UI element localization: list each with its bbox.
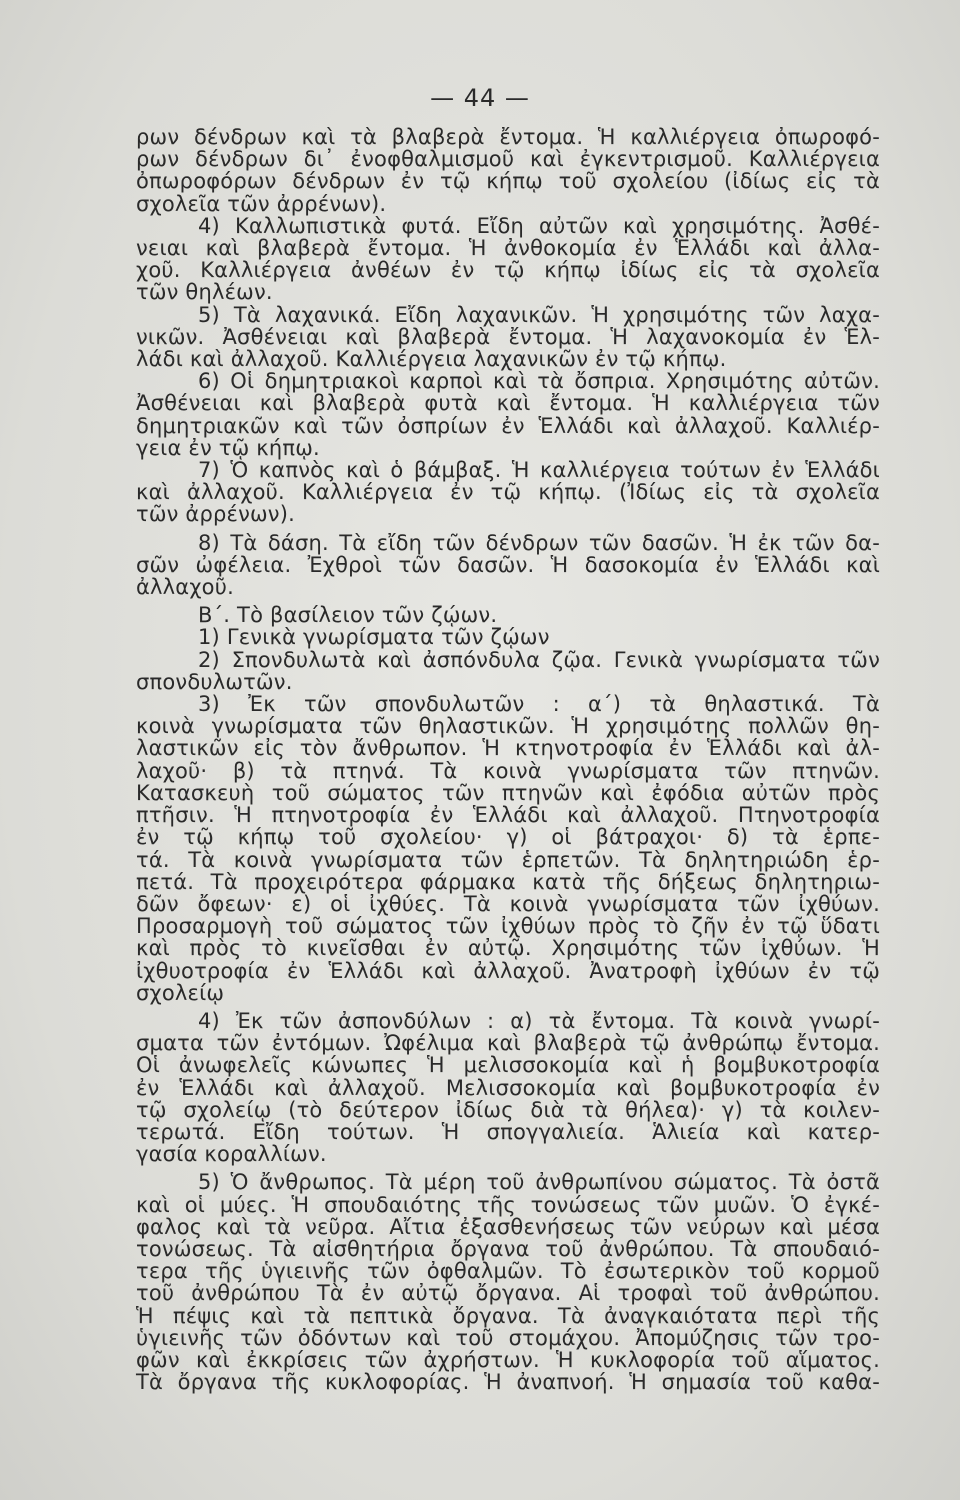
text-line: 4) Ἐκ τῶν ἀσπονδύλων : α) τὰ ἔντομα. Τὰ κοινὰ γνωρί- [198,1008,880,1033]
text-line: σχολείῳ [136,980,225,1005]
text-line: ἐν τῷ κήπῳ τοῦ σχολείου· γ) οἱ βάτραχοι· δ) τὰ ἑρπε- [136,825,880,850]
text-line: 8) Τὰ δάση. Τὰ εἴδη τῶν δένδρων τῶν δασῶν. Ἡ ἐκ τῶν δα- [198,530,880,555]
text-line: 2) Σπονδυλωτὰ καὶ ἀσπόνδυλα ζῷα. Γενικὰ γνωρίσματα τῶν [198,647,880,672]
text-line: Κατασκευὴ τοῦ σώματος τῶν πτηνῶν καὶ ἐφόδια αὐτῶν πρὸς [136,780,880,805]
text-line: χοῦ. Καλλιέργεια ἀνθέων ἐν τῷ κήπῳ ἰδίως εἰς τὰ σχολεῖα [136,258,880,283]
text-line: ἐν Ἑλλάδι καὶ ἀλλαχοῦ. Μελισσοκομία καὶ βομβυκοτροφία ἐν [136,1075,880,1100]
text-line: σπονδυλωτῶν. [136,669,293,694]
text-line: ρων δένδρων καὶ τὰ βλαβερὰ ἔντομα. Ἡ καλλιέργεια ὀπωροφό- [136,125,880,149]
text-line: τῷ σχολείῳ (τὸ δεύτερον ἰδίως διὰ τὰ θήλεα)· γ) τὰ κοιλεν- [136,1097,880,1122]
text-line: δημητριακῶν καὶ τῶν ὀσπρίων ἐν Ἑλλάδι καὶ ἀλλαχοῦ. Καλλιέρ- [136,413,880,438]
text-line: ὀπωροφόρων δένδρων ἐν τῷ κήπῳ τοῦ σχολείου (ἰδίως εἰς τὰ [136,169,880,194]
text-line: 5) Ὁ ἄνθρωπος. Τὰ μέρη τοῦ ἀνθρωπίνου σώματος. Τὰ ὀστᾶ [198,1170,880,1195]
text-line: νειαι καὶ βλαβερὰ ἔντομα. Ἡ ἀνθοκομία ἐν Ἑλλάδι καὶ ἀλλα- [136,236,880,261]
text-line: τερωτά. Εἴδη τούτων. Ἡ σπογγαλιεία. Ἁλιεία καὶ κατερ- [136,1119,880,1144]
text-line: Β΄. Τὸ βασίλειον τῶν ζῴων. [198,603,498,628]
text-line: νικῶν. Ἀσθένειαι καὶ βλαβερὰ ἔντομα. Ἡ λαχανοκομία ἐν Ἑλ- [136,324,880,349]
text-line: καὶ ἀλλαχοῦ. Καλλιέργεια ἐν τῷ κήπῳ. (Ἰδίως εἰς τὰ σχολεῖα [136,480,880,505]
text-line: ὑγιεινῆς τῶν ὀδόντων καὶ τοῦ στομάχου. Ἀπομύζησις τῶν τρο- [136,1325,880,1350]
text-line: 3) Ἐκ τῶν σπονδυλωτῶν : α΄) τὰ θηλαστικά. Τὰ [198,692,880,717]
text-line: σματα τῶν ἐντόμων. Ὠφέλιμα καὶ βλαβερὰ τῷ ἀνθρώπῳ ἔντομα. [136,1031,880,1056]
text-line: καὶ πρὸς τὸ κινεῖσθαι ἐν αὐτῷ. Χρησιμότης τῶν ἰχθύων. Ἡ [136,936,880,961]
text-line: λαστικῶν εἰς τὸν ἄνθρωπον. Ἡ κτηνοτροφία ἐν Ἑλλάδι καὶ ἀλ- [136,736,880,761]
text-line: ἀλλαχοῦ. [136,575,234,600]
body-text [136,126,880,1393]
text-line: Προσαρμογὴ τοῦ σώματος τῶν ἰχθύων πρὸς τὸ ζῆν ἐν τῷ ὕδατι [136,914,880,939]
text-line: πτῆσιν. Ἡ πτηνοτροφία ἐν Ἑλλάδι καὶ ἀλλαχοῦ. Πτηνοτροφία [136,803,880,828]
text-line: ἰχθυοτροφία ἐν Ἑλλάδι καὶ ἀλλαχοῦ. Ἀνατροφὴ ἰχθύων ἐν τῷ [136,958,880,983]
text-line: καὶ οἱ μύες. Ἡ σπουδαιότης τῆς τονώσεως τῶν μυῶν. Ὁ ἐγκέ- [136,1192,880,1217]
text-line: τονώσεως. Τὰ αἰσθητήρια ὄργανα τοῦ ἀνθρώπου. Τὰ σπουδαιό- [136,1236,880,1261]
text-line: τῶν ἀρρένων). [136,502,296,527]
text-line: σῶν ὠφέλεια. Ἐχθροὶ τῶν δασῶν. Ἡ δασοκομία ἐν Ἑλλάδι καὶ [136,552,880,577]
page-number: — 44 — [430,84,530,112]
text-line: 6) Οἱ δημητριακοὶ καρποὶ καὶ τὰ ὄσπρια. Χρησιμότης αὐτῶν. [198,369,880,394]
text-line: Τὰ ὄργανα τῆς κυκλοφορίας. Ἡ ἀναπνοή. Ἡ σημασία τοῦ καθα- [136,1370,880,1395]
text-line: Οἱ ἀνωφελεῖς κώνωπες Ἡ μελισσοκομία καὶ ἡ βομβυκοτροφία [136,1053,880,1078]
text-line: φαλος καὶ τὰ νεῦρα. Αἴτια ἐξασθενήσεως τῶν νεύρων καὶ μέσα [136,1214,880,1239]
text-line: τερα τῆς ὑγιεινῆς τῶν ὀφθαλμῶν. Τὸ ἐσωτερικὸν τοῦ κορμοῦ [136,1259,880,1284]
text-line: 5) Τὰ λαχανικά. Εἴδη λαχανικῶν. Ἡ χρησιμότης τῶν λαχα- [198,302,880,327]
text-line: γασία κοραλλίων. [136,1142,327,1167]
text-line: γεια ἐν τῷ κήπῳ. [136,435,320,460]
text-line: ρων δένδρων δι᾽ ἐνοφθαλμισμοῦ καὶ ἐγκεντρισμοῦ. Καλλιέργεια [136,147,880,172]
text-line: φῶν καὶ ἐκκρίσεις τῶν ἀχρήστων. Ἡ κυκλοφορία τοῦ αἵματος. [136,1347,880,1372]
text-line: 1) Γενικὰ γνωρίσματα τῶν ζῴων [198,625,550,650]
text-line: 4) Καλλωπιστικὰ φυτά. Εἴδη αὐτῶν καὶ χρησιμότης. Ἀσθέ- [198,213,880,238]
text-line: κοινὰ γνωρίσματα τῶν θηλαστικῶν. Ἡ χρησιμότης πολλῶν θη- [136,714,880,739]
text-line: σχολεῖα τῶν ἀρρένων). [136,191,387,216]
text-line: τά. Τὰ κοινὰ γνωρίσματα τῶν ἑρπετῶν. Τὰ δηλητηριώδη ἑρ- [136,847,880,872]
text-line: Ἀσθένειαι καὶ βλαβερὰ φυτὰ καὶ ἔντομα. Ἡ καλλιέργεια τῶν [136,391,880,416]
text-line: τοῦ ἀνθρώπου Τὰ ἐν αὐτῷ ὄργανα. Αἱ τροφαὶ τοῦ ἀνθρώπου. [136,1281,880,1306]
text-line: Ἡ πέψις καὶ τὰ πεπτικὰ ὄργανα. Τὰ ἀναγκαιότατα περὶ τῆς [136,1303,880,1328]
text-line: τῶν θηλέων. [136,280,273,305]
text-line: δῶν ὄφεων· ε) οἱ ἰχθύες. Τὰ κοινὰ γνωρίσματα τῶν ἰχθύων. [136,891,880,916]
text-line: πετά. Τὰ προχειρότερα φάρμακα κατὰ τῆς δήξεως δηλητηριω- [136,869,880,894]
text-line: 7) Ὁ καπνὸς καὶ ὁ βάμβαξ. Ἡ καλλιέργεια τούτων ἐν Ἑλλάδι [198,458,880,483]
text-line: λαχοῦ· β) τὰ πτηνά. Τὰ κοινὰ γνωρίσματα τῶν πτηνῶν. [136,758,880,783]
text-line: λάδι καὶ ἀλλαχοῦ. Καλλιέργεια λαχανικῶν ἐν τῷ κήπῳ. [136,347,727,372]
